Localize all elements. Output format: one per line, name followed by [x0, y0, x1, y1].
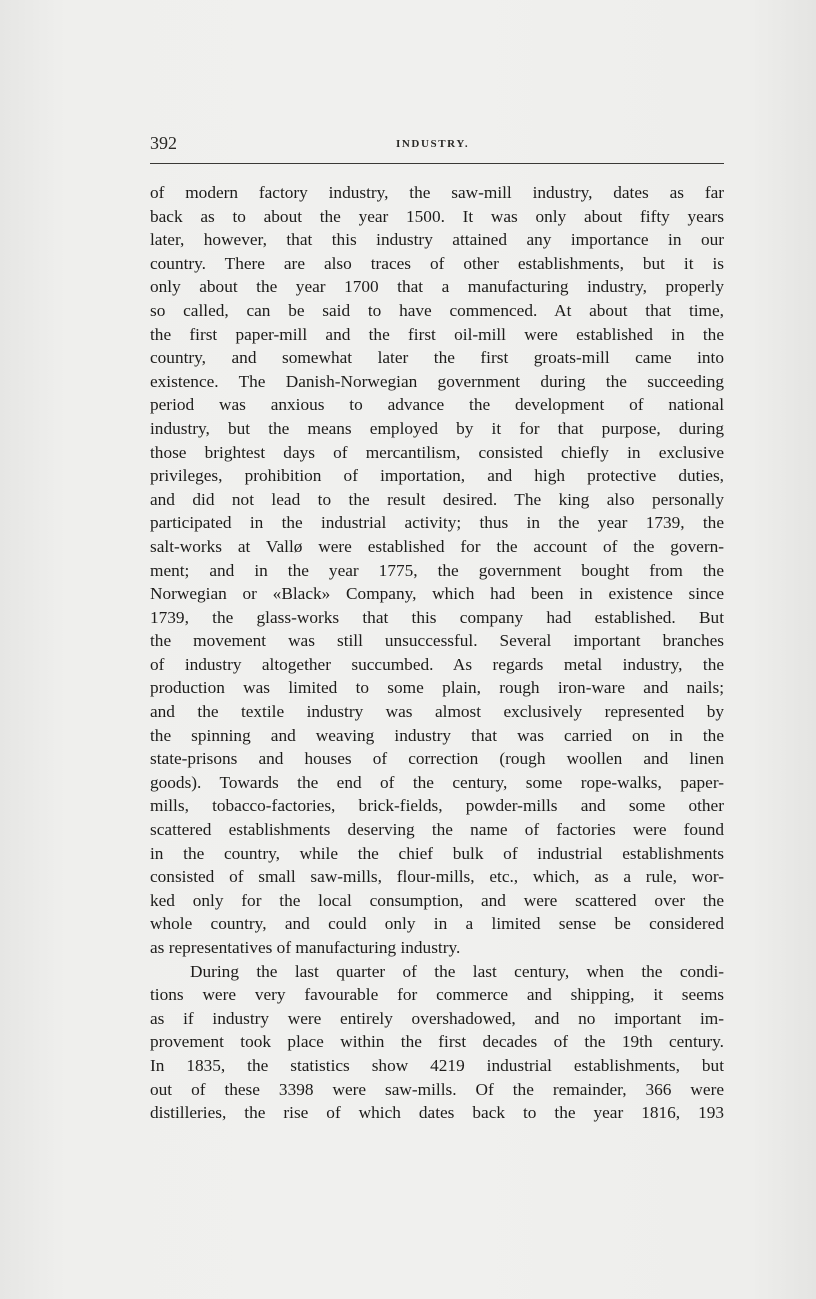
- paragraph: [150, 960, 724, 1125]
- text-line: 1739, the glass-works that this company had established. But: [150, 607, 724, 627]
- text-line: as if industry were entirely overshadowed, and no important im-: [150, 1008, 724, 1028]
- text-line: industry, but the means employed by it for that purpose, during: [150, 418, 724, 438]
- text-line: existence. The Danish-Norwegian government during the succeeding: [150, 371, 724, 391]
- text-line: distilleries, the rise of which dates back to the year 1816, 193: [150, 1103, 724, 1123]
- text-line: of modern factory industry, the saw-mill industry, dates as far: [150, 183, 724, 202]
- text-line: privileges, prohibition of importation, and high protective duties,: [150, 466, 724, 486]
- text-line: the spinning and weaving industry that was carried on in the: [150, 725, 724, 745]
- text-line: production was limited to some plain, rough iron-ware and nails;: [150, 678, 724, 698]
- text-line: the movement was still unsuccessful. Several important branches: [150, 631, 724, 651]
- body-text: [150, 181, 724, 1125]
- text-line: out of these 3398 were saw-mills. Of the remainder, 366 were: [150, 1079, 724, 1099]
- text-line: whole country, and could only in a limited sense be considered: [150, 914, 724, 934]
- running-title: INDUSTRY.: [396, 138, 470, 150]
- text-line: salt-works at Vallø were established for the account of the govern-: [150, 536, 724, 556]
- text-line: in the country, while the chief bulk of industrial establishments: [150, 843, 724, 863]
- text-line: period was anxious to advance the development of national: [150, 395, 724, 415]
- text-line: ment; and in the year 1775, the government bought from the: [150, 560, 724, 580]
- text-line: In 1835, the statistics show 4219 industrial establishments, but: [150, 1055, 724, 1075]
- text-line: mills, tobacco-factories, brick-fields, powder-mills and some other: [150, 796, 724, 816]
- text-line: tions were very favourable for commerce and shipping, it seems: [150, 985, 724, 1005]
- text-line: as representatives of manufacturing industry.: [150, 938, 461, 957]
- text-line: country, and somewhat later the first groats-mill came into: [150, 348, 724, 368]
- text-line: back as to about the year 1500. It was only about fifty years: [150, 206, 724, 226]
- text-line: country. There are also traces of other establishments, but it is: [150, 253, 724, 273]
- text-line: of industry altogether succumbed. As regards metal industry, the: [150, 654, 724, 674]
- text-line: the first paper-mill and the first oil-mill were established in the: [150, 324, 724, 344]
- running-head: [150, 133, 724, 164]
- text-line: ked only for the local consumption, and were scattered over the: [150, 890, 724, 910]
- text-line: and the textile industry was almost exclusively represented by: [150, 702, 724, 722]
- text-line: consisted of small saw-mills, flour-mills, etc., which, as a rule, wor-: [150, 867, 724, 887]
- text-line: state-prisons and houses of correction (rough woollen and linen: [150, 749, 724, 769]
- text-line: later, however, that this industry attained any importance in our: [150, 230, 724, 250]
- text-line: goods). Towards the end of the century, some rope-walks, paper-: [150, 772, 724, 792]
- paragraph: [150, 181, 724, 960]
- text-line: and did not lead to the result desired. The king also personally: [150, 489, 724, 509]
- text-line: participated in the industrial activity; thus in the year 1739, the: [150, 513, 724, 533]
- text-line: only about the year 1700 that a manufacturing industry, properly: [150, 277, 724, 297]
- text-line: scattered establishments deserving the name of factories were found: [150, 820, 724, 840]
- text-line: During the last quarter of the last century, when the condi-: [190, 961, 724, 981]
- text-line: provement took place within the first decades of the 19th century.: [150, 1032, 724, 1052]
- text-line: so called, can be said to have commenced. At about that time,: [150, 300, 724, 320]
- page-number: 392: [150, 133, 177, 153]
- text-line: Norwegian or «Black» Company, which had been in existence since: [150, 584, 724, 604]
- text-line: those brightest days of mercantilism, consisted chiefly in exclusive: [150, 442, 724, 462]
